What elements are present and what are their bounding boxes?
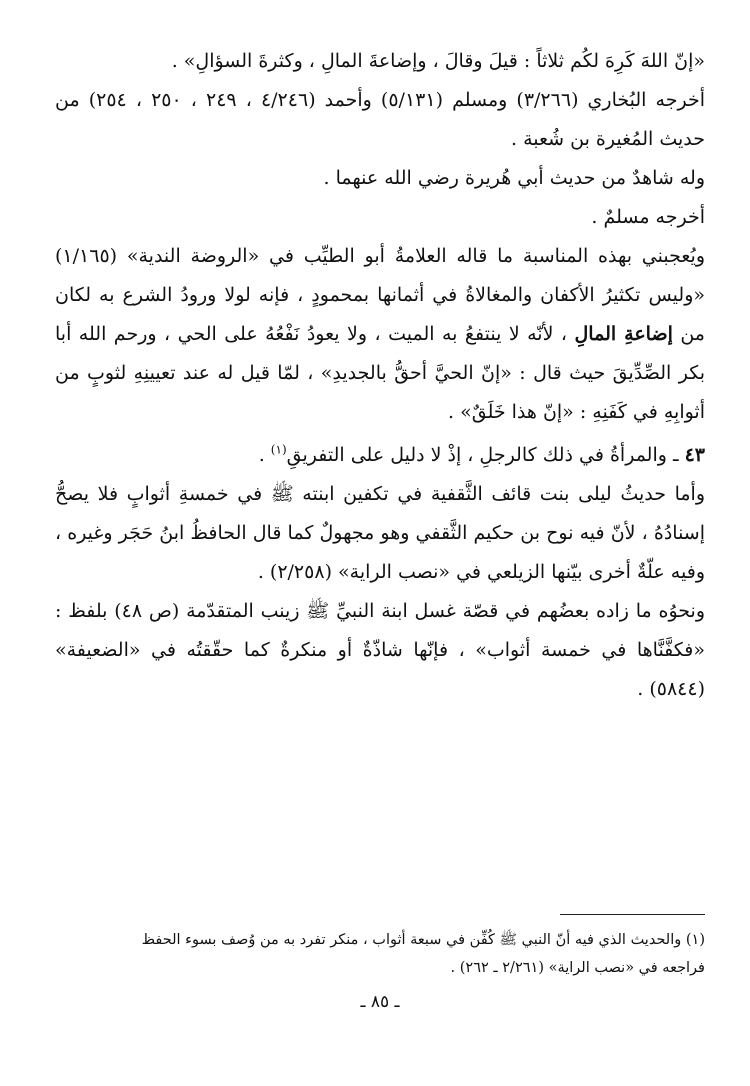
issue-text: ـ والمرأةُ في ذلك كالرجلِ ، إذْ لا دليل على التفريقِ <box>286 444 685 466</box>
footnote-line-2: فراجعه في «نصب الراية» (٢/٢٦١ ـ ٢٦٢) . <box>450 960 705 976</box>
rawda-emphasis: إضاعةِ المالِ <box>574 323 673 345</box>
issue-end: . <box>258 444 271 466</box>
hadith-quote: «إنّ اللهَ كَرِهَ لكُم ثلاثاً : قيلَ وقالَ ، وإضاعةَ المالِ ، وكثرةَ السؤالِ» . <box>171 50 705 72</box>
footnote-reference[interactable]: (١) <box>270 442 287 457</box>
rawda-quote-paragraph <box>55 237 705 432</box>
rawda-text-after: ، لأنّه لا ينتفعُ به الميت ، ولا يعودُ نَفْعُهُ على الحي ، ورحم الله أبا بكر الصِّدِّيقَ حيث قال : «إنّ الحيَّ أحقُّ بالجديدِ» ، لمّا قيل له عند تعيينِهِ لثوبٍ من أثوابِهِ في كَفَنِهِ : «إنّ هذا خَلَقٌ» . <box>55 323 705 423</box>
footnote-divider <box>560 914 705 915</box>
footnote-section <box>55 926 705 982</box>
main-text <box>55 42 705 709</box>
muslim-paragraph: أخرجه مسلمٌ . <box>591 206 705 228</box>
rawda-text-before: ويُعجبني بهذه المناسبة ما قاله العلامةُ أبو الطيِّب في «الروضة الندية» (١/١٦٥) «وليس تكثيرُ الأكفان والمغالاةُ في أثمانها بمحمودٍ ، فإنه لولا ورودُ الشرع به لكان من <box>55 245 705 345</box>
shahid-paragraph: وله شاهدٌ من حديث أبي هُريرة رضي الله عنهما . <box>323 167 705 189</box>
book-page <box>55 42 705 1042</box>
page-number: ـ ٨٥ ـ <box>360 992 400 1012</box>
zaynab-paragraph: ونحوُه ما زاده بعضُهم في قصّة غسل ابنة النبيِّ ﷺ زينب المتقدّمة (ص ٤٨) بلفظ : «فكفَّنَّاها في خمسة أثواب» ، فإنّها شاذّةٌ أو منكرةٌ كما حقّقتُه في «الضعيفة» (٥٨٤٤) . <box>55 600 706 700</box>
issue-number: ٤٣ <box>684 444 705 466</box>
takhrij-paragraph: أخرجه البُخاري (٣/٢٦٦) ومسلم (٥/١٣١) وأحمد (٤/٢٤٦ ، ٢٤٩ ، ٢٥٠ ، ٢٥٤) من حديث المُغيرة بن شُعبة . <box>55 89 705 150</box>
layla-hadith-paragraph: وأما حديثُ ليلى بنت قائف الثَّقفية في تكفين ابنته ﷺ في خمسةِ أثوابٍ فلا يصحُّ إسنادُهُ ، لأنّ فيه نوح بن حكيم الثَّقفي وهو مجهولٌ كما قال الحافظُ ابنُ حَجَر وغيره ، وفيه علّةٌ أخرى بيّنها الزيلعي في «نصب الراية» (٢/٢٥٨) . <box>55 483 705 583</box>
footnote-line-1: (١) والحديث الذي فيه أنّ النبي ﷺ كُفِّن في سبعة أثواب ، منكر تفرد به من وُصف بسوء الحفظ <box>141 932 705 948</box>
issue-43-paragraph <box>55 436 705 475</box>
